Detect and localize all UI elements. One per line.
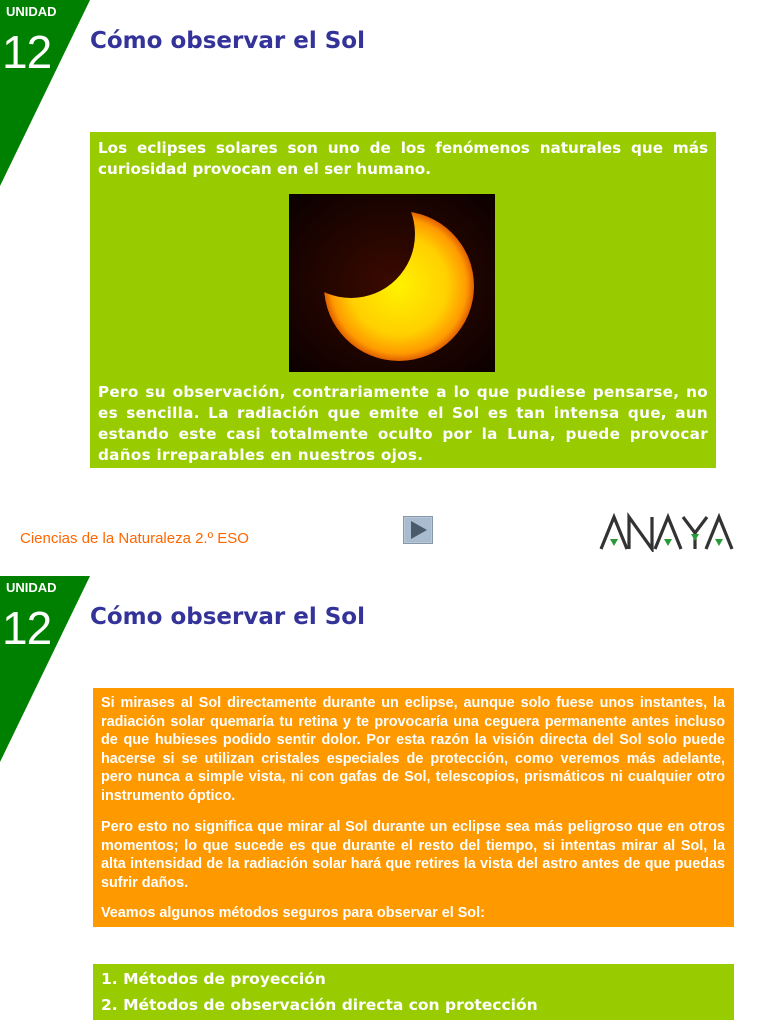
intro-paragraph: Los eclipses solares son uno de los fenómenos naturales que más curiosidad provocan en el ser humano. bbox=[98, 139, 708, 178]
play-icon bbox=[403, 516, 433, 544]
play-button[interactable] bbox=[403, 516, 433, 544]
eclipse-image bbox=[289, 194, 495, 372]
unit-badge bbox=[0, 576, 92, 762]
page-title: Cómo observar el Sol bbox=[90, 28, 365, 54]
anaya-logo bbox=[598, 512, 734, 552]
intro-box bbox=[90, 132, 716, 468]
methods-intro: Veamos algunos métodos seguros para observar el Sol: bbox=[101, 905, 485, 921]
method-link-direct-observation[interactable]: 2. Métodos de observación directa con protección bbox=[101, 996, 538, 1014]
unit-badge bbox=[0, 0, 92, 186]
warning-paragraph: Pero su observación, contrariamente a lo que pudiese pensarse, no es sencilla. La radiación que emite el Sol es tan intensa que, aun estando este casi totalmente oculto por la Luna, puede provocar daños irreparables en nuestros ojos. bbox=[98, 383, 708, 464]
danger-paragraph-2: Pero esto no significa que mirar al Sol durante un eclipse sea más peligroso que en otros momentos; lo que sucede es que durante el resto del tiempo, si intentas mirar al Sol, la alta intensidad de la radiación solar hará que retires la vista del astro antes de que puedas sufrir daños. bbox=[101, 819, 725, 891]
unit-number: 12 bbox=[2, 602, 52, 654]
danger-box bbox=[93, 688, 734, 927]
unit-number: 12 bbox=[2, 26, 52, 78]
unit-label: UNIDAD bbox=[6, 580, 57, 595]
footer-course: Ciencias de la Naturaleza 2.º ESO bbox=[20, 530, 249, 547]
method-link-projection[interactable]: 1. Métodos de proyección bbox=[101, 970, 326, 988]
methods-list bbox=[93, 964, 734, 1020]
slide-2 bbox=[0, 576, 768, 1024]
unit-label: UNIDAD bbox=[6, 4, 57, 19]
danger-paragraph-1: Si mirases al Sol directamente durante un eclipse, aunque solo fuese unos instantes, la radiación solar quemaría tu retina y te provocaría una ceguera permanente antes incluso de que hubieses podido sentir dolor. Por esta razón la visión directa del Sol solo puede hacerse si se utilizan cristales especiales de protección, como veremos más adelante, pero nunca a simple vista, ni con gafas de Sol, telescopios, prismáticos ni cualquier otro instrumento óptico. bbox=[101, 695, 725, 804]
page-title: Cómo observar el Sol bbox=[90, 604, 365, 630]
